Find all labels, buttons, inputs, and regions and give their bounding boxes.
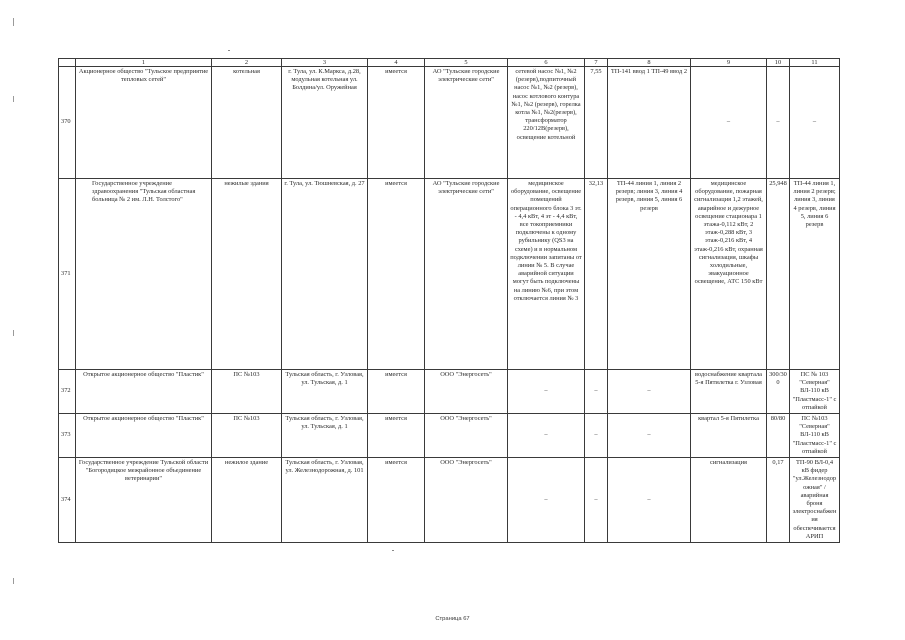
presence-cell: имеется bbox=[368, 370, 425, 414]
presence-cell: имеется bbox=[368, 458, 425, 543]
object-type-cell: нежилое здание bbox=[212, 458, 282, 543]
presence-cell: имеется bbox=[368, 67, 425, 179]
scan-speck bbox=[228, 50, 230, 51]
scan-edge-mark bbox=[13, 96, 14, 102]
object-type-cell: нежилые здания bbox=[212, 179, 282, 370]
feed-cell: ТП-141 ввод 1 ТП-49 ввод 2 bbox=[608, 67, 691, 179]
consumers-cell: – bbox=[508, 414, 585, 458]
power-cell: 32,13 bbox=[585, 179, 608, 370]
header-cell: 1 bbox=[76, 59, 212, 67]
row-number: 374 bbox=[59, 458, 76, 543]
data-table bbox=[58, 58, 840, 543]
feed-cell: – bbox=[608, 458, 691, 543]
header-cell: 9 bbox=[691, 59, 767, 67]
address-cell: Тульская область, г. Узловая, ул. Тульская, д. 1 bbox=[282, 414, 368, 458]
owner-cell: Открытое акционерное общество "Пластик" bbox=[76, 414, 212, 458]
header-cell: 11 bbox=[790, 59, 840, 67]
row-number: 371 bbox=[59, 179, 76, 370]
source-cell: ПС №103 "Северная" ВЛ-110 кВ "Пластмасс-1" с отпайкой bbox=[790, 414, 840, 458]
supplier-cell: ООО "Энергосеть" bbox=[425, 458, 508, 543]
presence-cell: имеется bbox=[368, 414, 425, 458]
supplier-cell: АО "Тульские городские электрические сети" bbox=[425, 67, 508, 179]
scan-edge-mark bbox=[13, 330, 14, 336]
feed-cell: – bbox=[608, 414, 691, 458]
power-cell: 7,55 bbox=[585, 67, 608, 179]
scan-edge-mark bbox=[13, 18, 14, 26]
address-cell: г. Тула, ул. К.Маркса, д.28, модульная котельная ул. Болдина/ул. Оружейная bbox=[282, 67, 368, 179]
address-cell: Тульская область, г. Узловая, ул. Тульская, д. 1 bbox=[282, 370, 368, 414]
owner-cell: Государственное учреждение Тульской области "Богородицкое межрайонное объединение ветеринарии" bbox=[76, 458, 212, 543]
header-cell: 7 bbox=[585, 59, 608, 67]
address-cell: Тульская область, г. Узловая, ул. Железнодорожная, д. 101 bbox=[282, 458, 368, 543]
supplier-cell: ООО "Энергосеть" bbox=[425, 370, 508, 414]
table-row bbox=[59, 179, 840, 370]
owner-cell: Акционерное общество "Тульское предприятие тепловых сетей" bbox=[76, 67, 212, 179]
capacity-cell: – bbox=[767, 67, 790, 179]
equipment-cell: водоснабжение квартала 5-я Пятилетка г. Узловая bbox=[691, 370, 767, 414]
scan-speck bbox=[392, 550, 394, 551]
feed-cell: – bbox=[608, 370, 691, 414]
table-row bbox=[59, 458, 840, 543]
equipment-cell: сигнализация bbox=[691, 458, 767, 543]
capacity-cell: 300/300 bbox=[767, 370, 790, 414]
consumers-cell: сетевой насос №1, №2 (резерв),подпиточный насос №1, №2 (резерв), насос котлового контура №1, №2 (резерв), горелка котла №1, №2(резерв), трансформатор 220/12В(резерв), освещение котельной bbox=[508, 67, 585, 179]
header-cell: 10 bbox=[767, 59, 790, 67]
page-footer: Страница 67 bbox=[435, 616, 470, 622]
header-cell: 5 bbox=[425, 59, 508, 67]
equipment-cell: квартал 5-я Пятилетка bbox=[691, 414, 767, 458]
header-cell: 6 bbox=[508, 59, 585, 67]
table-row bbox=[59, 67, 840, 179]
owner-cell: Государственное учреждение здравоохранения "Тульская областная больница № 2 им. Л.Н. Толстого" bbox=[76, 179, 212, 370]
presence-cell: имеется bbox=[368, 179, 425, 370]
source-cell: ПС № 103 "Северная" ВЛ-110 кВ "Пластмасс-1" с отпайкой bbox=[790, 370, 840, 414]
header-cell: 4 bbox=[368, 59, 425, 67]
table-row bbox=[59, 414, 840, 458]
object-type-cell: котельная bbox=[212, 67, 282, 179]
source-cell: ТП-90 ВЛ-0,4 кВ фидер "ул.Железнодорожная" / аварийная броня электроснабжения обеспечивается АРИП bbox=[790, 458, 840, 543]
scan-edge-mark bbox=[13, 578, 14, 584]
row-number: 370 bbox=[59, 67, 76, 179]
row-number: 373 bbox=[59, 414, 76, 458]
power-cell: – bbox=[585, 414, 608, 458]
source-cell: ТП-44 линия 1, линия 2 резерв; линия 3, линия 4 резерв, линия 5, линия 6 резерв bbox=[790, 179, 840, 370]
source-cell: – bbox=[790, 67, 840, 179]
power-cell: – bbox=[585, 458, 608, 543]
supplier-cell: ООО "Энергосеть" bbox=[425, 414, 508, 458]
feed-cell: ТП-44 линия 1, линия 2 резерв; линия 3, линия 4 резерв, линия 5, линия 6 резерв bbox=[608, 179, 691, 370]
header-cell: 3 bbox=[282, 59, 368, 67]
header-cell: 8 bbox=[608, 59, 691, 67]
supplier-cell: АО "Тульские городские электрические сети" bbox=[425, 179, 508, 370]
table-row bbox=[59, 370, 840, 414]
object-type-cell: ПС №103 bbox=[212, 414, 282, 458]
consumers-cell: – bbox=[508, 370, 585, 414]
object-type-cell: ПС №103 bbox=[212, 370, 282, 414]
equipment-cell: медицинское оборудование, пожарная сигнализация 1,2 этажей, аварийное и дежурное освещение стационара 1 этажа-0,112 кВт, 2 этаж-0,288 кВт, 3 этаж-0,216 кВт, 4 этаж-0,216 кВт, охранная сигнализация, шкафы холодильные, эвакуационное освещение, АТС 150 кВт bbox=[691, 179, 767, 370]
equipment-cell: – bbox=[691, 67, 767, 179]
capacity-cell: 25,948 bbox=[767, 179, 790, 370]
owner-cell: Открытое акционерное общество "Пластик" bbox=[76, 370, 212, 414]
capacity-cell: 80/80 bbox=[767, 414, 790, 458]
power-cell: – bbox=[585, 370, 608, 414]
consumers-cell: – bbox=[508, 458, 585, 543]
header-cell: 2 bbox=[212, 59, 282, 67]
header-cell bbox=[59, 59, 76, 67]
header-row bbox=[59, 59, 840, 67]
address-cell: г. Тула, ул. Тюшневская, д. 27 bbox=[282, 179, 368, 370]
consumers-cell: медицинское оборудование, освещение помещений операционного блока 3 эт. - 4,4 кВт, 4 эт - 4,4 кВт, все токоприемники подключены к одному рубильнику (QS3 на схеме) и в нормальном подключении запитаны от линии № 5. В случае аварийной ситуации могут быть подключены на линию №6, при этом отключается линия № 3 bbox=[508, 179, 585, 370]
row-number: 372 bbox=[59, 370, 76, 414]
capacity-cell: 0,17 bbox=[767, 458, 790, 543]
